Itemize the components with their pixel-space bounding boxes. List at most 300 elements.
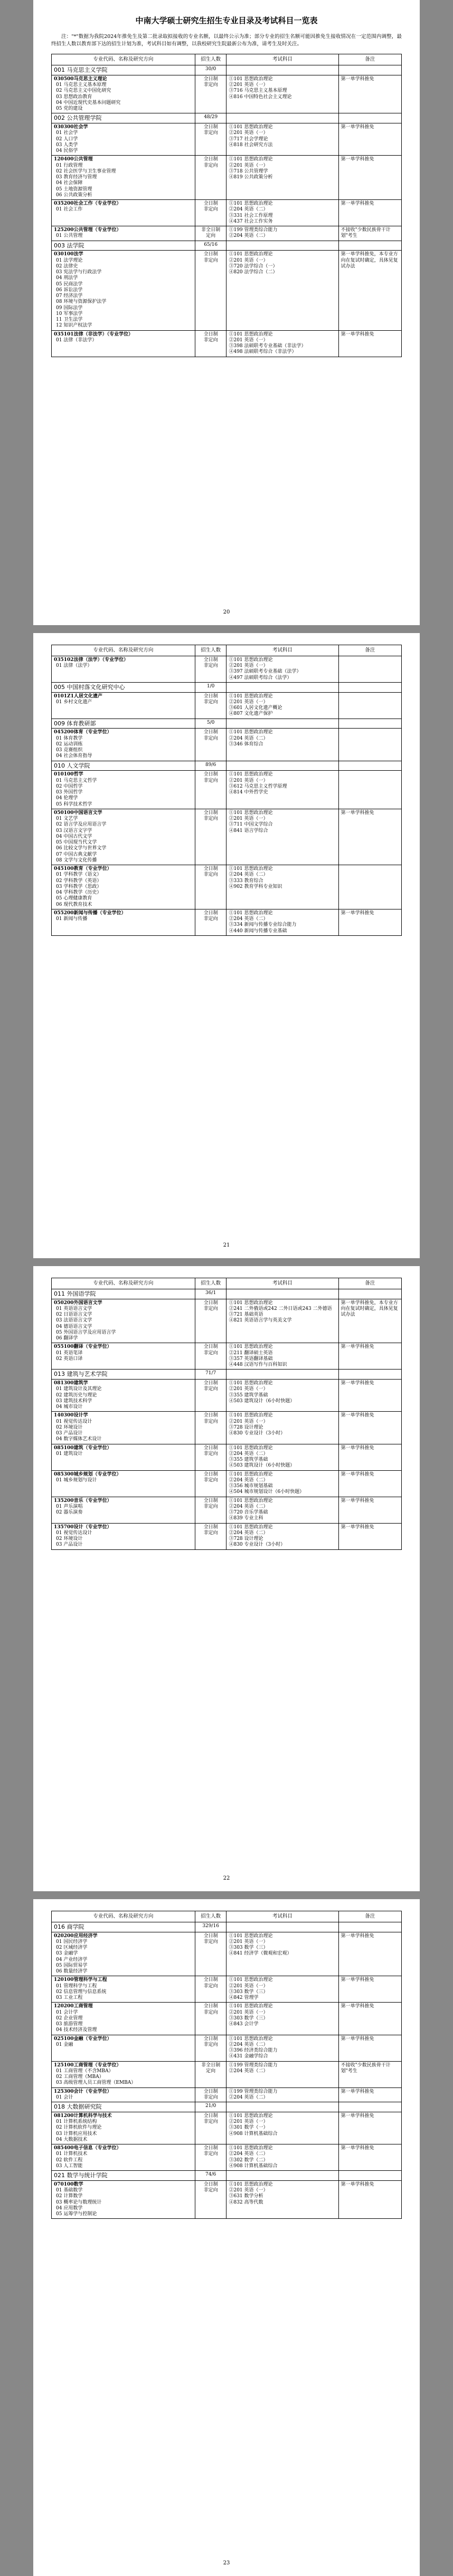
major-row (52, 2003, 402, 2035)
exam-cell (227, 2087, 338, 2102)
exam-cell (227, 656, 338, 682)
exam-subject: ①101 思想政治理论 (229, 2113, 273, 2119)
remark-cell: 第一单学科推免 (338, 1470, 401, 1497)
major-cell (52, 156, 195, 200)
exam-subject: ①101 思想政治理论 (229, 772, 273, 778)
exam-subject: ④819 公共政策分析 (229, 175, 273, 180)
section-quota: 21/0 (195, 2102, 227, 2112)
research-direction: 04 中国近现代史基本问题研究 (56, 100, 121, 106)
section-name: 010 人文学院 (52, 761, 195, 771)
section-blank (227, 241, 338, 251)
section-blank (338, 1289, 401, 1299)
study-type: 全日制 非定向 (195, 200, 227, 226)
exam-cell (227, 1470, 338, 1497)
remark-cell: 第一单学科推免，本专业方向在复试时确定，具体见复试办法 (338, 1299, 401, 1343)
major-cell (52, 1444, 195, 1470)
research-direction: 05 科学技术哲学 (56, 801, 92, 807)
exam-subject: ①101 思想政治理论 (229, 2004, 273, 2009)
major-name: 085400电子信息（专业学位） (54, 2146, 121, 2151)
exam-cell (227, 1380, 338, 1412)
research-direction: 01 视觉传达设计 (56, 1419, 92, 1424)
exam-subject: ①101 思想政治理论 (229, 657, 273, 663)
exam-subject: ③397 法硕联考专业基础（法学） (229, 669, 301, 675)
research-direction: 01 计算机技术 (56, 2151, 88, 2157)
research-direction: 02 人口学 (56, 136, 78, 142)
research-direction: 04 技术经济及管理 (56, 2027, 97, 2033)
exam-subject: ②204 英语（二） (229, 916, 268, 922)
major-cell (52, 1470, 195, 1497)
exam-subject: ④814 中外哲学史 (229, 790, 268, 796)
section-row (52, 2171, 402, 2181)
research-direction: 05 国际贸易学 (56, 1962, 88, 1968)
section-quota: 74/6 (195, 2171, 227, 2181)
major-row (52, 1412, 402, 1444)
exam-subject: ②204 英语（二） (229, 207, 268, 213)
exam-subject: ①101 思想政治理论 (229, 1413, 273, 1419)
column-header: 考试科目 (227, 645, 338, 656)
page-1 (33, 0, 420, 625)
exam-subject: ②201 英语（一） (229, 162, 268, 168)
exam-cell (227, 909, 338, 935)
research-direction: 03 计算机应用技术 (56, 2131, 97, 2137)
exam-subject: ④839 专业主科 (229, 1516, 263, 1521)
major-cell (52, 1976, 195, 2003)
exam-subject: ④830 专业设计（3小时） (229, 1431, 286, 1437)
column-header: 招生人数 (195, 1911, 227, 1922)
research-direction: 08 环境与资源保护法学 (56, 299, 107, 305)
exam-subject: ②201 英语（一） (229, 1386, 268, 1392)
study-type: 全日制 非定向 (195, 1470, 227, 1497)
study-type: 全日制 非定向 (195, 1343, 227, 1370)
major-name: 030300社会学 (54, 125, 88, 130)
major-row (52, 156, 402, 200)
exam-subject: ④902 教育学科专业知识 (229, 884, 282, 889)
research-direction: 02 中国哲学 (56, 783, 83, 789)
exam-subject: ②204 英语（二） (229, 735, 268, 741)
research-direction: 04 产业经济学 (56, 1957, 88, 1962)
major-row (52, 2061, 402, 2087)
document-note: 注："*"数据为我院2024年推免生及第二批录取拟接收的专业名额，以最终公示为准；部分专业的招生名额可能因推免生接收情况在一定范围内调整，最终招生人数以教育部下达的招生计划为准，考试科目如有调整，以我校研究生院最新公布为准，请考生及时关注。 (51, 33, 402, 47)
exam-subject: ②211 翻译硕士英语 (229, 1350, 273, 1356)
exam-subject: ④843 会计学 (229, 2022, 259, 2027)
research-direction: 01 计算机系统结构 (56, 2119, 97, 2125)
exam-cell (227, 123, 338, 156)
column-header: 考试科目 (227, 54, 338, 65)
major-row (52, 771, 402, 809)
exam-subject: ①101 思想政治理论 (229, 125, 273, 130)
major-row (52, 729, 402, 761)
exam-subject: ②201 英语（一） (229, 130, 268, 136)
major-row (52, 1976, 402, 2003)
remark-cell: 第一单学科推免 (338, 809, 401, 865)
major-name: 045200体育（专业学位） (54, 730, 112, 735)
major-row (52, 2035, 402, 2061)
exam-cell (227, 2112, 338, 2144)
section-name: 011 外国语学院 (52, 1289, 195, 1299)
section-row (52, 2102, 402, 2112)
study-type: 全日制 非定向 (195, 771, 227, 809)
research-direction: 06 翻译学 (56, 1336, 78, 1342)
research-direction: 03 产品设计 (56, 1542, 83, 1548)
major-row (52, 692, 402, 719)
exam-subject: ②204 英语（二） (229, 1451, 268, 1457)
major-cell (52, 1380, 195, 1412)
research-direction: 04 社会体育指导 (56, 753, 92, 759)
research-direction: 03 汉语言文字学 (56, 828, 92, 834)
research-direction: 01 声乐演唱 (56, 1504, 83, 1509)
exam-subject: ②201 英语（一） (229, 82, 268, 88)
exam-cell (227, 1976, 338, 2003)
major-cell (52, 865, 195, 909)
research-direction: 01 新闻与传播 (56, 916, 88, 922)
section-blank (227, 761, 338, 771)
catalog-table (51, 1278, 402, 1550)
research-direction: 02 社会医学与卫生事业管理 (56, 168, 116, 174)
exam-subject: ③357 英语翻译基础 (229, 1356, 273, 1362)
exam-cell (227, 226, 338, 241)
section-quota: 48/29 (195, 113, 227, 123)
major-cell (52, 2112, 195, 2144)
section-blank (227, 682, 338, 692)
research-direction: 02 日语语言文学 (56, 1312, 92, 1318)
remark-cell: 第一单学科推免 (338, 2035, 401, 2061)
research-direction: 04 刑法学 (56, 275, 78, 281)
section-blank (338, 682, 401, 692)
section-row (52, 1922, 402, 1932)
major-cell (52, 75, 195, 113)
study-type: 全日制 非定向 (195, 865, 227, 909)
research-direction: 05 中国现当代文学 (56, 840, 97, 846)
exam-subject: ②204 英语（二） (229, 1504, 268, 1509)
major-cell (52, 2035, 195, 2061)
study-type: 全日制 非定向 (195, 692, 227, 719)
major-row (52, 1444, 402, 1470)
research-direction: 01 公共管理 (56, 233, 83, 239)
exam-subject: ①101 思想政治理论 (229, 1498, 273, 1504)
major-name: 135700设计（专业学位） (54, 1524, 112, 1530)
page-4 (33, 1899, 420, 2576)
research-direction: 03 概率论与数理统计 (56, 2199, 102, 2205)
major-row (52, 656, 402, 682)
exam-subject: ③612 马克思主义哲学原理 (229, 783, 287, 789)
major-cell (52, 200, 195, 226)
remark-cell: 第一单学科推免 (338, 1343, 401, 1370)
exam-subject: ③716 马克思主义基本原理 (229, 88, 287, 94)
study-type: 全日制 非定向 (195, 809, 227, 865)
column-header: 专业代码、名称及研究方向 (52, 1911, 195, 1922)
research-direction: 01 英语笔译 (56, 1350, 83, 1356)
study-type: 全日制 非定向 (195, 1976, 227, 2003)
column-header: 备注 (338, 1911, 401, 1922)
exam-subject: ④504 城市规划设计（6小时快题） (229, 1489, 305, 1495)
major-row (52, 2144, 402, 2171)
section-blank (227, 113, 338, 123)
exam-subject: ①101 思想政治理论 (229, 76, 273, 82)
major-cell (52, 330, 195, 357)
exam-subject: ④818 社会研究方法 (229, 142, 273, 148)
exam-cell (227, 1497, 338, 1523)
section-row (52, 761, 402, 771)
exam-subject: ①101 思想政治理论 (229, 1977, 273, 1983)
research-direction: 02 环境设计 (56, 1424, 83, 1430)
exam-subject: ①199 管理类综合能力 (229, 227, 278, 233)
major-cell (52, 251, 195, 330)
research-direction: 01 行政管理 (56, 162, 83, 168)
section-name: 002 公共管理学院 (52, 113, 195, 123)
major-name: 081200计算机科学与技术 (54, 2113, 112, 2119)
major-cell (52, 656, 195, 682)
exam-subject: ①101 思想政治理论 (229, 1381, 273, 1386)
exam-cell (227, 865, 338, 909)
exam-subject: ③303 数学（三） (229, 1945, 268, 1951)
research-direction: 03 法语语言文学 (56, 1318, 92, 1324)
major-name: 085100建筑（专业学位） (54, 1445, 112, 1451)
research-direction: 08 文学与文化传播 (56, 857, 97, 863)
exam-subject: ①101 思想政治理论 (229, 1300, 273, 1306)
major-name: 125300会计（专业学位） (54, 2089, 112, 2094)
major-name: 120200工商管理 (54, 2004, 93, 2009)
exam-subject: ④830 专业设计（3小时） (229, 1542, 286, 1548)
major-name: 140300设计学 (54, 1413, 88, 1419)
major-cell (52, 1412, 195, 1444)
research-direction: 01 工商管理（不含MBA） (56, 2068, 114, 2074)
section-blank (227, 2171, 338, 2181)
study-type: 全日制 非定向 (195, 1412, 227, 1444)
major-name: 035200社会工作（专业学位） (54, 201, 121, 207)
research-direction: 03 建筑技术科学 (56, 1398, 92, 1404)
research-direction: 03 竞赛组织 (56, 748, 83, 753)
exam-cell (227, 2035, 338, 2061)
exam-subject: ②204 英语（二） (229, 1477, 268, 1483)
exam-subject: ①101 思想政治理论 (229, 201, 273, 207)
research-direction: 02 建筑历史与理论 (56, 1392, 97, 1398)
research-direction: 04 大数据技术 (56, 2137, 88, 2142)
study-type: 全日制 非定向 (195, 2112, 227, 2144)
research-direction: 03 旅游管理 (56, 2022, 83, 2027)
column-header: 考试科目 (227, 1911, 338, 1922)
exam-cell (227, 2144, 338, 2171)
column-header: 专业代码、名称及研究方向 (52, 1278, 195, 1289)
major-name: 085300城乡规划（专业学位） (54, 1471, 121, 1477)
exam-subject: ②201 英语（一） (229, 1983, 268, 1989)
research-direction: 03 宪法学与行政法学 (56, 270, 102, 275)
research-direction: 01 马克思主义哲学 (56, 778, 97, 783)
catalog-table (51, 1911, 402, 2219)
remark-cell: 第一单学科推免 (338, 2087, 401, 2102)
exam-subject: ①101 思想政治理论 (229, 910, 273, 916)
exam-subject: ①101 思想政治理论 (229, 1524, 273, 1530)
major-name: 010100哲学 (54, 772, 83, 778)
major-row (52, 2087, 402, 2102)
section-row (52, 1370, 402, 1380)
exam-subject: ①199 管理类综合能力 (229, 2062, 278, 2068)
research-direction: 03 人工智能 (56, 2163, 83, 2169)
research-direction: 06 数量经济学 (56, 1969, 88, 1975)
research-direction: 01 国民经济学 (56, 1939, 88, 1945)
major-cell (52, 909, 195, 935)
study-type: 全日制 非定向 (195, 156, 227, 200)
section-name: 005 中国村落文化研究中心 (52, 682, 195, 692)
research-direction: 01 学科教学（语文） (56, 872, 102, 878)
exam-subject: ②204 英语（二） (229, 2094, 268, 2100)
major-cell (52, 1299, 195, 1343)
research-direction: 01 英语语言文学 (56, 1306, 92, 1311)
exam-cell (227, 692, 338, 719)
research-direction: 01 社会学 (56, 130, 78, 136)
exam-subject: ③717 社会学理论 (229, 136, 268, 142)
study-type: 全日制 非定向 (195, 1380, 227, 1412)
exam-subject: ①101 思想政治理论 (229, 1344, 273, 1350)
research-direction: 02 语言学及应用语言学 (56, 822, 107, 828)
study-type: 全日制 非定向 (195, 1932, 227, 1976)
section-name: 021 数学与统计学院 (52, 2171, 195, 2181)
exam-cell (227, 1444, 338, 1470)
remark-cell (338, 865, 401, 909)
research-direction: 04 民俗学 (56, 148, 78, 154)
study-type: 全日制 非定向 (195, 123, 227, 156)
research-direction: 05 党的建设 (56, 106, 83, 112)
study-type: 非全日制 定向 (195, 226, 227, 241)
major-row (52, 809, 402, 865)
column-header: 备注 (338, 54, 401, 65)
exam-subject: ②201 英语（一） (229, 257, 268, 263)
section-name: 001 马克思主义学院 (52, 65, 195, 75)
research-direction: 03 工业工程 (56, 1995, 83, 2001)
research-direction: 02 计算数学 (56, 2194, 83, 2199)
section-blank (338, 2102, 401, 2112)
section-quota: 89/6 (195, 761, 227, 771)
exam-subject: ③355 建筑学基础 (229, 1392, 268, 1398)
table-header-row (52, 54, 402, 65)
research-direction: 10 军事法学 (56, 311, 83, 317)
exam-subject: ①101 思想政治理论 (229, 730, 273, 735)
exam-subject: ④842 管理学 (229, 1995, 259, 2001)
major-cell (52, 2003, 195, 2035)
research-direction: 03 思想政治教育 (56, 94, 92, 100)
section-blank (338, 65, 401, 75)
major-cell (52, 2061, 195, 2087)
exam-subject: ④503 建筑设计（6小时快题） (229, 1398, 295, 1404)
research-direction: 02 计算机软件与理论 (56, 2125, 102, 2131)
remark-cell: 第一单学科推免 (338, 330, 401, 357)
major-row (52, 330, 402, 357)
exam-subject: ③728 设计理论 (229, 1536, 263, 1542)
exam-subject: ③333 教育综合 (229, 878, 263, 884)
research-direction: 01 城乡规划与设计 (56, 1477, 97, 1483)
exam-subject: ④503 建筑设计（6小时快题） (229, 1463, 295, 1469)
exam-subject: ③303 数学（三） (229, 1989, 268, 1995)
section-quota: 65/16 (195, 241, 227, 251)
major-cell (52, 729, 195, 761)
research-direction: 01 社会工作 (56, 207, 83, 213)
research-direction: 12 知识产权法学 (56, 323, 92, 329)
major-name: 050200外国语言文学 (54, 1300, 102, 1306)
exam-subject: ②241 二外俄语或242 二外日语或243 二外德语 (229, 1306, 332, 1311)
research-direction: 06 现代教育技术 (56, 902, 92, 907)
exam-subject: ②201 英语（一） (229, 1419, 268, 1424)
study-type: 全日制 非定向 (195, 75, 227, 113)
major-name: 0101Z1人居文化遗产 (54, 693, 102, 699)
remark-cell: 第一单学科推免 (338, 1932, 401, 1976)
major-cell (52, 809, 195, 865)
section-blank (338, 1922, 401, 1932)
research-direction: 02 工商管理（MBA） (56, 2074, 104, 2080)
exam-subject: ③355 建筑学基础 (229, 1457, 268, 1463)
exam-subject: ②201 英语（一） (229, 2119, 268, 2125)
major-row (52, 2112, 402, 2144)
column-header: 招生人数 (195, 1278, 227, 1289)
exam-cell (227, 1343, 338, 1370)
section-name: 016 商学院 (52, 1922, 195, 1932)
exam-subject: ①101 思想政治理论 (229, 2146, 273, 2151)
research-direction: 01 会计 (56, 2094, 73, 2100)
major-name: 125100工商管理（专业学位） (54, 2062, 121, 2068)
remark-cell (338, 771, 401, 809)
study-type: 全日制 非定向 (195, 2087, 227, 2102)
major-name: 120100管理科学与工程 (54, 1977, 107, 1983)
exam-subject: ②204 英语（二） (229, 1530, 268, 1536)
exam-subject: ④816 中国特色社会主义理论 (229, 94, 292, 100)
exam-cell (227, 200, 338, 226)
exam-subject: ②201 英语（一） (229, 1939, 268, 1945)
research-direction: 03 金融学 (56, 1951, 78, 1957)
remark-cell: 第一单学科推免 (338, 1976, 401, 2003)
research-direction: 02 企业管理 (56, 2015, 83, 2021)
research-direction: 04 城市设计 (56, 1404, 83, 1410)
research-direction: 06 诉讼法学 (56, 287, 83, 293)
study-type: 全日制 非定向 (195, 2180, 227, 2219)
exam-subject: ②201 英语（一） (229, 663, 268, 669)
exam-cell (227, 1932, 338, 1976)
section-blank (338, 1370, 401, 1380)
major-cell (52, 1523, 195, 1549)
research-direction: 01 视觉传达设计 (56, 1530, 92, 1536)
study-type: 全日制 非定向 (195, 1497, 227, 1523)
exam-subject: ②201 英语（一） (229, 778, 268, 783)
major-cell (52, 226, 195, 241)
research-direction: 02 马克思主义中国化研究 (56, 88, 111, 94)
research-direction: 03 产品设计 (56, 1431, 83, 1437)
exam-subject: ①101 思想政治理论 (229, 2036, 273, 2042)
research-direction: 01 基础数学 (56, 2188, 83, 2194)
major-name: 020200应用经济学 (54, 1933, 98, 1939)
remark-cell: 第一单学科推免 (338, 75, 401, 113)
exam-subject: ③398 法硕联考专业基础（非法学） (229, 343, 306, 349)
major-cell (52, 1932, 195, 1976)
research-direction: 01 法律（非法学） (56, 337, 97, 343)
document-title: 中南大学硕士研究生招生专业目录及考试科目一览表 (135, 16, 318, 25)
section-row (52, 65, 402, 75)
research-direction: 01 会计学 (56, 2009, 78, 2015)
research-direction: 09 国际法学 (56, 305, 83, 311)
major-row (52, 1523, 402, 1549)
major-row (52, 865, 402, 909)
exam-subject: ④431 金融学综合 (229, 2054, 268, 2060)
column-header: 招生人数 (195, 645, 227, 656)
section-blank (227, 719, 338, 729)
research-direction: 02 器乐演奏 (56, 1510, 83, 1516)
exam-subject: ③601 人居文化遗产概论 (229, 705, 282, 711)
exam-subject: ④832 高等代数 (229, 2199, 263, 2205)
major-cell (52, 2144, 195, 2171)
research-direction: 01 体育教学 (56, 735, 83, 741)
page-3 (33, 1266, 420, 1891)
section-blank (227, 1289, 338, 1299)
exam-subject: ②201 英语（一） (229, 2009, 268, 2015)
page-number: 23 (223, 2560, 230, 2566)
exam-cell (227, 1299, 338, 1343)
remark-cell: 第一单学科推免 (338, 2112, 401, 2144)
